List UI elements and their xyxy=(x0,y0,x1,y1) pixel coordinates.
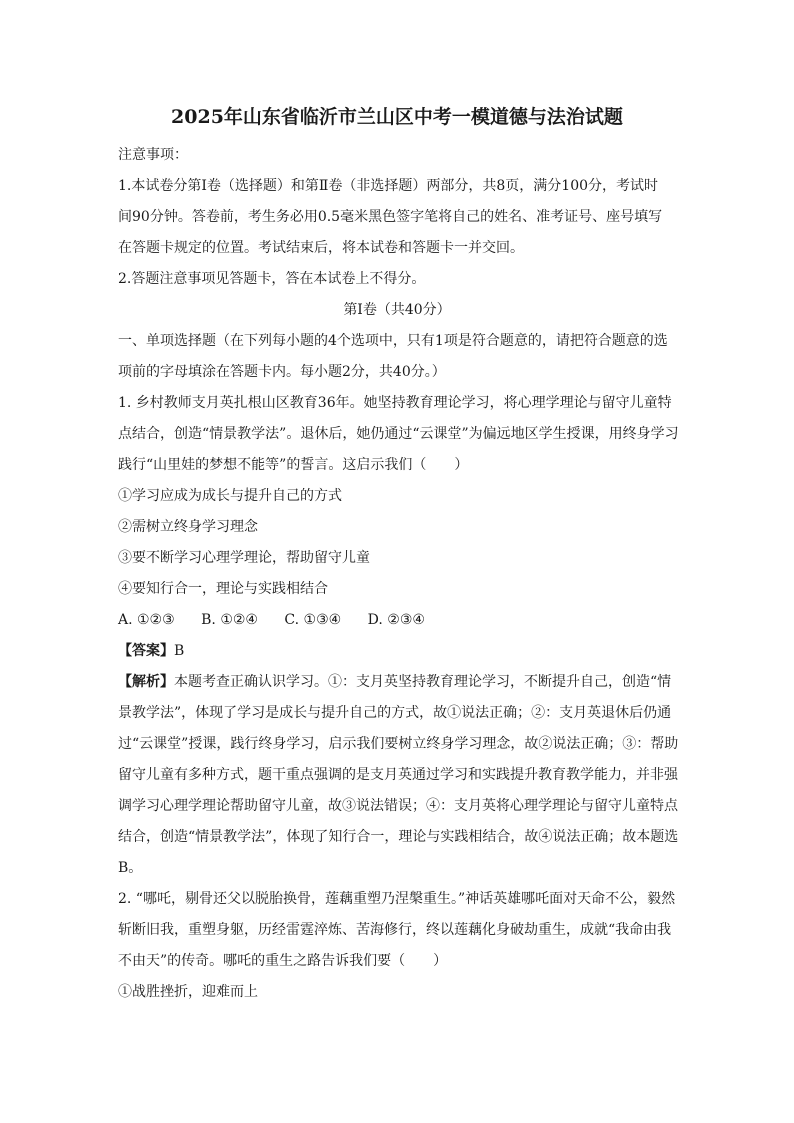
statement-item: ④要知行合一，理论与实践相结合 xyxy=(118,581,328,597)
section-intro-line: 一、单项选择题（在下列每小题的4个选项中，只有1项是符合题意的，请把符合题意的选 xyxy=(118,333,668,349)
analysis-label: 【解析】 xyxy=(118,674,174,690)
analysis-line: 结合，创造“情景教学法”，体现了知行合一，理论与实践相结合，故④说法正确；故本题选 xyxy=(118,829,679,845)
answer-options xyxy=(118,610,447,630)
notice-heading: 注意事项： xyxy=(118,147,188,163)
question-stem-line: 2. “哪吒，剔骨还父以脱胎换骨，莲藕重塑乃涅槃重生。”神话英雄哪吒面对天命不公，毅然 xyxy=(118,891,676,907)
statement-item: ①学习应成为成长与提升自己的方式 xyxy=(118,488,342,504)
notice-line: 1.本试卷分第Ⅰ卷（选择题）和第Ⅱ卷（非选择题）两部分，共8页，满分100分，考试时 xyxy=(118,178,659,194)
analysis-text: 本题考查正确认识学习。①：支月英坚持教育理论学习，不断提升自己，创造“情 xyxy=(174,674,672,690)
question-stem-line: 践行“山里娃的梦想不能等”的誓言。这启示我们（ ） xyxy=(118,457,469,473)
analysis-line: 留守儿童有多种方式，题干重点强调的是支月英通过学习和实践提升教育教学能力，并非强 xyxy=(118,767,678,783)
analysis-line: 过“云课堂”授课，践行终身学习，启示我们要树立终身学习理念，故②说法正确；③：帮助 xyxy=(118,736,679,752)
section-title: 第Ⅰ卷（共40分） xyxy=(343,302,451,318)
notice-line: 间90分钟。答卷前，考生务必用0.5毫米黑色签字笔将自己的姓名、准考证号、座号填写 xyxy=(118,209,663,225)
question-stem-line: 1. 乡村教师支月英扎根山区教育36年。她坚持教育理论学习，将心理学理论与留守儿童特 xyxy=(118,395,672,411)
answer-value: B xyxy=(174,643,185,659)
notice-line: 在答题卡规定的位置。考试结束后，将本试卷和答题卡一并交回。 xyxy=(118,240,524,256)
option-d: D. ②③④ xyxy=(367,612,425,628)
analysis-line: B。 xyxy=(118,860,143,876)
answer-label: 【答案】 xyxy=(118,643,174,659)
analysis-line xyxy=(118,672,671,692)
question-stem-line: 斩断旧我，重塑身躯，历经雷霆淬炼、苦海修行，终以莲藕化身破劫重生，成就“我命由我 xyxy=(118,922,672,938)
statement-item: ②需树立终身学习理念 xyxy=(118,519,258,535)
statement-item: ①战胜挫折，迎难而上 xyxy=(118,984,258,1000)
section-intro-line: 项前的字母填涂在答题卡内。每小题2分，共40分。） xyxy=(118,364,446,380)
statement-item: ③要不断学习心理学理论，帮助留守儿童 xyxy=(118,550,370,566)
option-c: C. ①③④ xyxy=(284,612,342,628)
analysis-line: 调学习心理学理论帮助留守儿童，故③说法错误；④：支月英将心理学理论与留守儿童特点 xyxy=(118,798,678,814)
option-b: B. ①②④ xyxy=(201,612,258,628)
analysis-line: 景教学法”，体现了学习是成长与提升自己的方式，故①说法正确；②：支月英退休后仍通 xyxy=(118,705,672,721)
option-a: A. ①②③ xyxy=(118,612,175,628)
notice-line: 2.答题注意事项见答题卡，答在本试卷上不得分。 xyxy=(118,271,426,287)
answer-line xyxy=(118,641,184,661)
question-stem-line: 不由天”的传奇。哪吒的重生之路告诉我们要（ ） xyxy=(118,953,448,969)
page-title: 2025年山东省临沂市兰山区中考一模道德与法治试题 xyxy=(171,106,623,128)
question-stem-line: 点结合，创造“情景教学法”。退休后，她仍通过“云课堂”为偏远地区学生授课，用终身学习 xyxy=(118,426,679,442)
